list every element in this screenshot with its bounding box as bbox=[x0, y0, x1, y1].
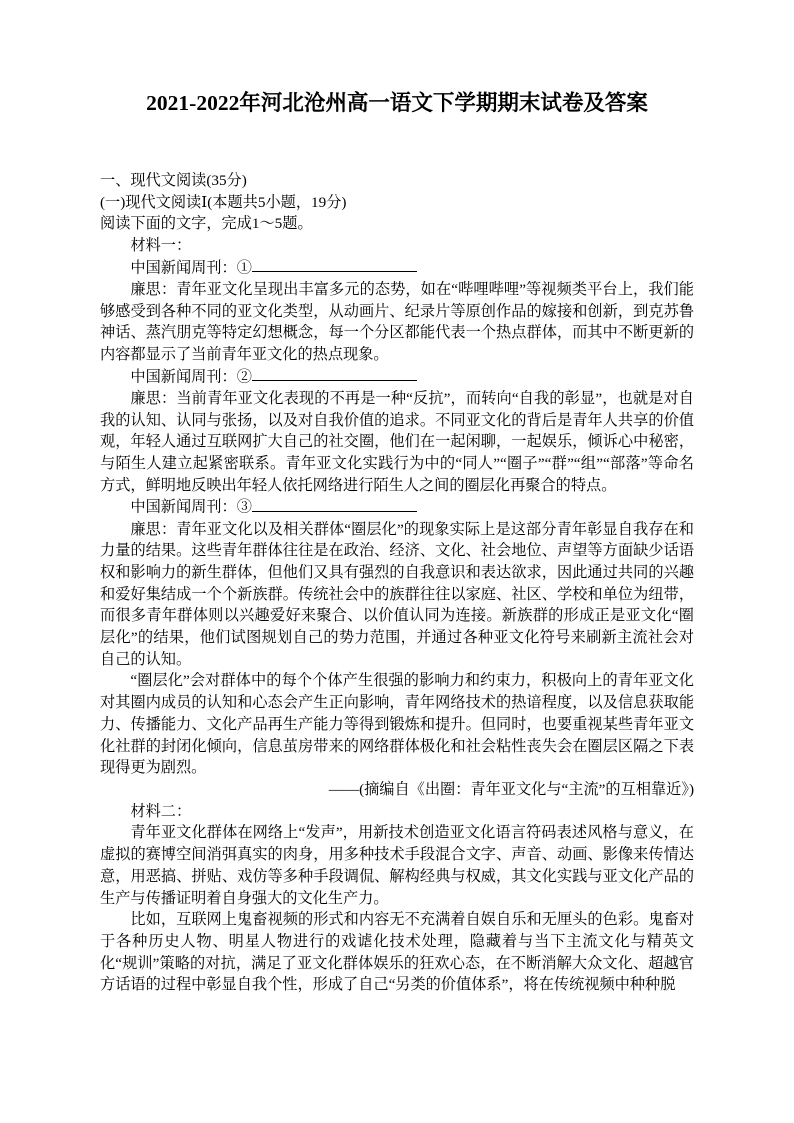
material-one-closing-paragraph: “圈层化”会对群体中的每个个体产生很强的影响力和约束力，积极向上的青年亚文化对其圈内成员的认知和心态会产生正向影响，青年网络技术的热谙程度，以及信息获取能力、传播能力、文化产品再生产能力等得到锻炼和提升。但同时，也要重视某些青年亚文化社群的封闭化倾向，信息茧房带来的网络群体极化和社会粘性丧失会在圈层区隔之下表现得更为剧烈。 bbox=[100, 672, 694, 777]
interview-question-3 bbox=[100, 496, 694, 518]
material-one-attribution: ——(摘编自《出圈：青年亚文化与“主流”的互相靠近》) bbox=[328, 781, 694, 798]
section-heading: 一、现代文阅读(35分) bbox=[100, 172, 247, 189]
interview-question-3-label: 中国新闻周刊：③ bbox=[130, 498, 252, 516]
answer-blank-3 bbox=[252, 496, 417, 511]
material-two-paragraph-2: 比如，互联网上鬼畜视频的形式和内容无不充满着自娱自乐和无厘头的色彩。鬼畜对于各种历史人物、明星人物进行的戏谑化技术处理，隐藏着与当下主流文化与精英文化“规训”策略的对抗，满足了亚文化群体娱乐的狂欢心态，在不断消解大众文化、超越官方话语的过程中彰显自我个性，形成了自己“另类的价值体系”，将在传统视频中种种脱 bbox=[100, 911, 694, 994]
material-two-label: 材料二： bbox=[130, 802, 192, 820]
exam-title: 2021-2022年河北沧州高一语文下学期期末试卷及答案 bbox=[146, 91, 648, 115]
reading-instruction: 阅读下面的文字，完成1～5题。 bbox=[100, 215, 313, 233]
interview-question-1 bbox=[100, 257, 694, 279]
subsection-heading: (一)现代文阅读Ⅰ(本题共5小题，19分) bbox=[100, 193, 347, 211]
material-two-paragraph-1: 青年亚文化群体在网络上“发声”，用新技术创造亚文化语言符码表述风格与意义，在虚拟的赛博空间消弭真实的肉身，用多种技术手段混合文字、声音、动画、影像来传情达意，用恶搞、拼贴、戏仿等多种手段调侃、解构经典与权威，其文化实践与亚文化产品的生产与传播证明着自身强大的文化生产力。 bbox=[100, 824, 694, 907]
material-one-label: 材料一： bbox=[130, 237, 192, 255]
answer-blank-2 bbox=[252, 366, 417, 381]
interview-answer-3: 廉思：青年亚文化以及相关群体“圈层化”的现象实际上是这部分青年彰显自我存在和力量的结果。这些青年群体往往是在政治、经济、文化、社会地位、声望等方面缺少话语权和影响力的新生群体，但他们又具有强烈的自我意识和表达欲求，因此通过共同的兴趣和爱好集结成一个个新族群。传统社会中的族群往往以家庭、社区、学校和单位为纽带，而很多青年群体则以兴趣爱好来聚合、以价值认同为连接。新族群的形成正是亚文化“圈层化”的结果，他们试图规划自己的势力范围，并通过各种亚文化符号来刷新主流社会对自己的认知。 bbox=[100, 520, 694, 668]
interview-question-2-label: 中国新闻周刊：② bbox=[130, 368, 252, 386]
answer-blank-1 bbox=[252, 257, 417, 272]
interview-question-1-label: 中国新闻周刊：① bbox=[130, 259, 252, 277]
interview-question-2 bbox=[100, 366, 694, 388]
interview-answer-2: 廉思：当前青年亚文化表现的不再是一种“反抗”，而转向“自我的彰显”，也就是对自我的认知、认同与张扬，以及对自我价值的追求。不同亚文化的背后是青年人共享的价值观，年轻人通过互联网扩大自己的社交圈，他们在一起闲聊，一起娱乐，倾诉心中秘密，与陌生人建立起紧密联系。青年亚文化实践行为中的“同人”“圈子”“群”“组”“部落”等命名方式，鲜明地反映出年轻人依托网络进行陌生人之间的圈层化再聚合的特点。 bbox=[100, 389, 694, 494]
interview-answer-1: 廉思：青年亚文化呈现出丰富多元的态势，如在“哔哩哔哩”等视频类平台上，我们能够感受到各种不同的亚文化类型，从动画片、纪录片等原创作品的嫁接和创新，到克苏鲁神话、蒸汽朋克等特定幻想概念，每一个分区都能代表一个热点群体，而其中不断更新的内容都显示了当前青年亚文化的热点现象。 bbox=[100, 280, 694, 364]
